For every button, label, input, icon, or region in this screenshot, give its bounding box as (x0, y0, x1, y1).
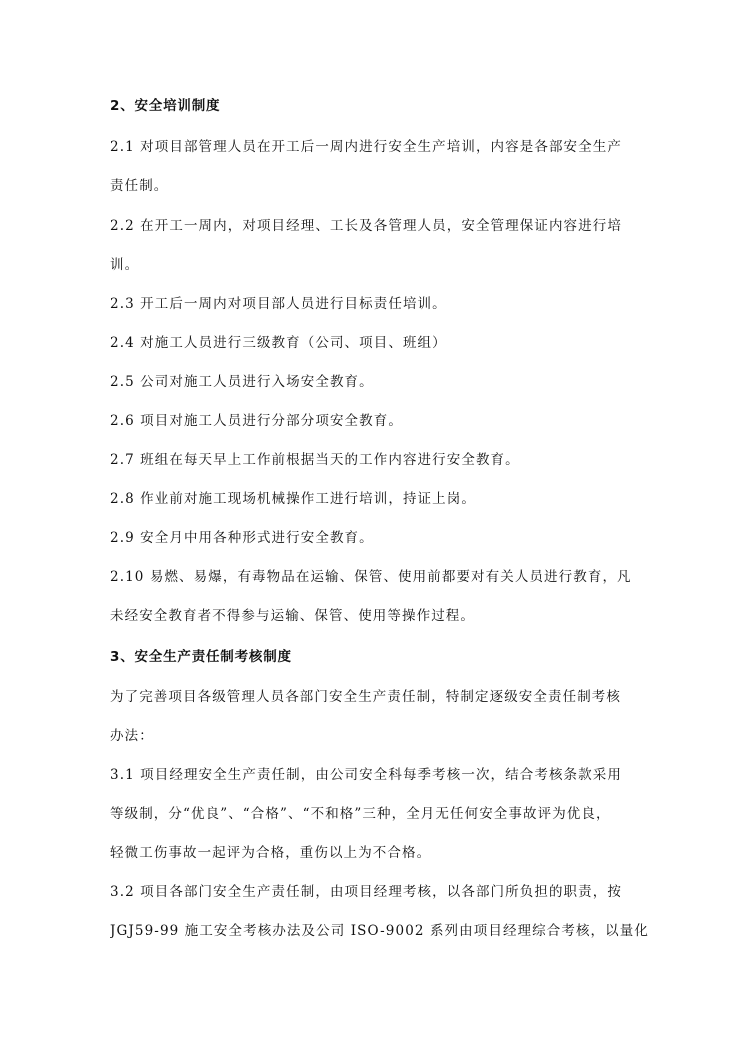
item-2-10-line-2: 未经安全教育者不得参与运输、保管、使用等操作过程。 (110, 608, 475, 624)
item-2-2-line-2: 训。 (110, 257, 140, 273)
section-3-heading: 3、安全生产责任制考核制度 (110, 649, 292, 665)
item-3-2-line-1: 3.2 项目各部门安全生产责任制，由项目经理考核，以各部门所负担的职责，按 (110, 884, 622, 900)
item-2-3: 2.3 开工后一周内对项目部人员进行目标责任培训。 (110, 296, 447, 312)
section-3-intro-line-1: 为了完善项目各级管理人员各部门安全生产责任制，特制定逐级安全责任制考核 (110, 689, 621, 705)
item-3-2-line-2: JGJ59-99 施工安全考核办法及公司 ISO-9002 系列由项目经理综合考核，以量化 (110, 923, 649, 939)
item-2-9: 2.9 安全月中用各种形式进行安全教育。 (110, 530, 374, 546)
item-2-4: 2.4 对施工人员进行三级教育（公司、项目、班组） (110, 335, 447, 351)
item-2-7: 2.7 班组在每天早上工作前根据当天的工作内容进行安全教育。 (110, 452, 520, 468)
item-2-6: 2.6 项目对施工人员进行分部分项安全教育。 (110, 413, 403, 429)
item-2-2-line-1: 2.2 在开工一周内，对项目经理、工长及各管理人员，安全管理保证内容进行培 (110, 218, 622, 234)
item-3-1-line-1: 3.1 项目经理安全生产责任制，由公司安全科每季考核一次，结合考核条款采用 (110, 767, 622, 783)
item-2-10-line-1: 2.10 易燃、易爆，有毒物品在运输、保管、使用前都要对有关人员进行教育，凡 (110, 569, 632, 585)
item-2-1-line-2: 责任制。 (110, 178, 169, 194)
item-3-1-line-2: 等级制，分“优良”、“合格”、“不和格”三种，全月无任何安全事故评为优良， (110, 806, 611, 822)
item-2-1-line-1: 2.1 对项目部管理人员在开工后一周内进行安全生产培训，内容是各部安全生产 (110, 139, 622, 155)
section-3-intro-line-2: 办法： (110, 728, 154, 744)
item-2-8: 2.8 作业前对施工现场机械操作工进行培训，持证上岗。 (110, 491, 476, 507)
item-3-1-line-3: 轻微工伤事故一起评为合格，重伤以上为不合格。 (110, 845, 432, 861)
item-2-5: 2.5 公司对施工人员进行入场安全教育。 (110, 374, 374, 390)
section-2-heading: 2、安全培训制度 (110, 98, 221, 114)
